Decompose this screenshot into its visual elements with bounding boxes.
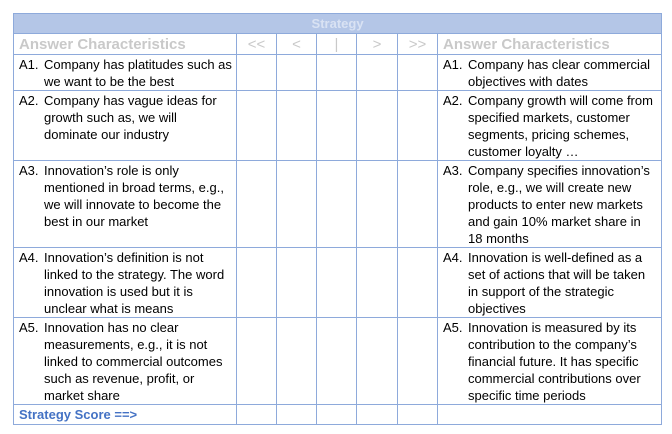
score-cell-left[interactable] bbox=[277, 405, 317, 425]
header-left: Answer Characteristics bbox=[14, 34, 237, 55]
left-answer-cell bbox=[14, 91, 237, 161]
right-answer-cell bbox=[438, 248, 662, 318]
rating-cell-middle[interactable] bbox=[317, 318, 357, 405]
table-row bbox=[14, 161, 662, 248]
rating-cell-right[interactable] bbox=[357, 55, 398, 91]
answer-code: A2. bbox=[443, 93, 463, 108]
strategy-assessment bbox=[13, 13, 661, 425]
rating-cell-left[interactable] bbox=[277, 318, 317, 405]
answer-code: A4. bbox=[19, 250, 39, 265]
answer-code: A5. bbox=[19, 320, 39, 335]
rating-cell-strong-right[interactable] bbox=[398, 318, 438, 405]
answer-text: Innovation’s definition is not linked to the strategy. The word innovation is used but it is unclear what is means bbox=[44, 250, 225, 316]
answer-text: Innovation has no clear measurements, e.g., it is not linked to commercial outcomes such as revenue, profit, or market share bbox=[44, 320, 223, 403]
score-cell-empty bbox=[438, 405, 662, 425]
answer-text: Company specifies innovation’s role, e.g., we will create new products to enter new markets and gain 10% market share in 18 months bbox=[468, 163, 650, 246]
header-right: Answer Characteristics bbox=[438, 34, 662, 55]
score-cell-middle[interactable] bbox=[317, 405, 357, 425]
right-answer-cell bbox=[438, 55, 662, 91]
rating-header-middle: | bbox=[317, 34, 357, 55]
header-row bbox=[14, 34, 662, 55]
answer-code: A5. bbox=[443, 320, 463, 335]
left-answer-cell bbox=[14, 55, 237, 91]
rating-cell-strong-right[interactable] bbox=[398, 248, 438, 318]
answer-code: A2. bbox=[19, 93, 39, 108]
answer-text: Company growth will come from specified markets, customer segments, pricing schemes, customer loyalty … bbox=[468, 93, 653, 159]
right-answer-cell bbox=[438, 318, 662, 405]
rating-cell-right[interactable] bbox=[357, 161, 398, 248]
answer-code: A1. bbox=[19, 57, 39, 72]
rating-cell-right[interactable] bbox=[357, 318, 398, 405]
rating-cell-middle[interactable] bbox=[317, 161, 357, 248]
table-row bbox=[14, 55, 662, 91]
strategy-score-label: Strategy Score ==> bbox=[14, 405, 237, 425]
rating-header-strong-right: >> bbox=[398, 34, 438, 55]
answer-text: Company has vague ideas for growth such as, we will dominate our industry bbox=[44, 93, 217, 142]
rating-cell-middle[interactable] bbox=[317, 248, 357, 318]
rating-header-right: > bbox=[357, 34, 398, 55]
score-cell-right[interactable] bbox=[357, 405, 398, 425]
rating-cell-left[interactable] bbox=[277, 248, 317, 318]
table-row bbox=[14, 318, 662, 405]
strategy-table bbox=[13, 13, 662, 425]
answer-code: A4. bbox=[443, 250, 463, 265]
rating-header-left: < bbox=[277, 34, 317, 55]
left-answer-cell bbox=[14, 248, 237, 318]
rating-cell-strong-right[interactable] bbox=[398, 91, 438, 161]
rating-cell-strong-left[interactable] bbox=[237, 318, 277, 405]
score-row bbox=[14, 405, 662, 425]
answer-text: Innovation’s role is only mentioned in broad terms, e.g., we will innovate to become the best in our market bbox=[44, 163, 224, 229]
score-cell-strong-left[interactable] bbox=[237, 405, 277, 425]
table-row bbox=[14, 248, 662, 318]
rating-cell-right[interactable] bbox=[357, 248, 398, 318]
rating-cell-strong-left[interactable] bbox=[237, 55, 277, 91]
table-row bbox=[14, 91, 662, 161]
rating-cell-strong-left[interactable] bbox=[237, 161, 277, 248]
answer-code: A3. bbox=[19, 163, 39, 178]
right-answer-cell bbox=[438, 161, 662, 248]
rating-cell-middle[interactable] bbox=[317, 91, 357, 161]
right-answer-cell bbox=[438, 91, 662, 161]
score-cell-strong-right[interactable] bbox=[398, 405, 438, 425]
rating-cell-left[interactable] bbox=[277, 161, 317, 248]
answer-code: A3. bbox=[443, 163, 463, 178]
answer-text: Innovation is measured by its contribution to the company’s financial future. It has specific commercial contributions over specific time periods bbox=[468, 320, 641, 403]
left-answer-cell bbox=[14, 161, 237, 248]
left-answer-cell bbox=[14, 318, 237, 405]
rating-cell-strong-left[interactable] bbox=[237, 91, 277, 161]
answer-text: Company has platitudes such as we want to be the best bbox=[44, 57, 232, 89]
rating-cell-middle[interactable] bbox=[317, 55, 357, 91]
rating-cell-right[interactable] bbox=[357, 91, 398, 161]
rating-header-strong-left: << bbox=[237, 34, 277, 55]
rating-cell-left[interactable] bbox=[277, 55, 317, 91]
rating-cell-strong-right[interactable] bbox=[398, 161, 438, 248]
answer-text: Innovation is well-defined as a set of actions that will be taken in support of the strategic objectives bbox=[468, 250, 646, 316]
rating-cell-strong-right[interactable] bbox=[398, 55, 438, 91]
rating-cell-strong-left[interactable] bbox=[237, 248, 277, 318]
table-title: Strategy bbox=[14, 14, 662, 34]
answer-text: Company has clear commercial objectives with dates bbox=[468, 57, 651, 89]
answer-code: A1. bbox=[443, 57, 463, 72]
rating-cell-left[interactable] bbox=[277, 91, 317, 161]
title-row bbox=[14, 14, 662, 34]
